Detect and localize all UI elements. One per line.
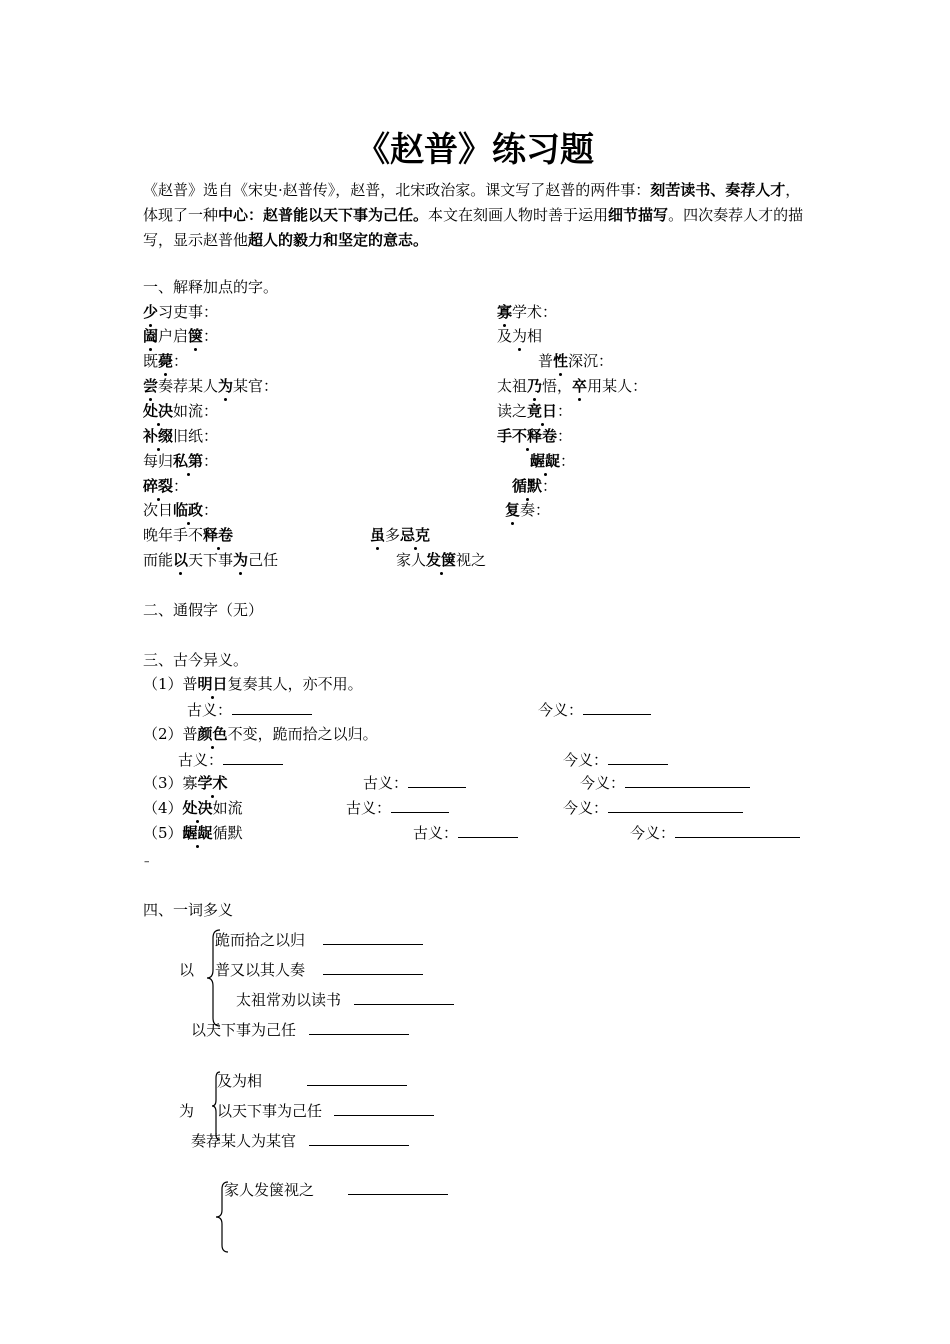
answer-blank[interactable] bbox=[232, 700, 312, 715]
modern-meaning: 今义： bbox=[580, 773, 750, 793]
vocab-item: 次日临政： bbox=[143, 501, 219, 519]
answer-blank[interactable] bbox=[334, 1101, 434, 1116]
vocab-item: 虽多忌克 bbox=[370, 526, 431, 544]
sentence-item: 奏荐某人为某官 bbox=[191, 1131, 409, 1151]
sentence-item: 普又以其人奏 bbox=[215, 960, 423, 980]
stray-mark: – bbox=[144, 855, 150, 868]
vocab-item: 复奏： bbox=[505, 501, 551, 519]
question-4: （4）处决如流 bbox=[143, 799, 243, 817]
intro-text-1: 《赵普》选自《宋史·赵普传》，赵普，北宋政治家。课文写了赵普的两件事： bbox=[143, 181, 651, 199]
answer-blank[interactable] bbox=[309, 1020, 409, 1035]
ancient-meaning: 古义： bbox=[187, 700, 312, 720]
page-title: 《赵普》练习题 bbox=[356, 130, 594, 170]
intro-bold-3: 细节描写 bbox=[608, 206, 669, 224]
answer-blank[interactable] bbox=[323, 930, 423, 945]
vocab-item: 太祖乃悟，卒用某人： bbox=[497, 377, 648, 395]
answer-blank[interactable] bbox=[583, 700, 651, 715]
question-5: （5）龌龊循默 bbox=[143, 824, 243, 842]
vocab-item: 普性深沉： bbox=[538, 352, 614, 370]
intro-bold-1: 刻苦读书、奏荐人才 bbox=[650, 181, 786, 199]
section2-heading: 二、通假字（无） bbox=[143, 601, 264, 619]
vocab-item: 既薨： bbox=[143, 352, 189, 370]
vocab-item: 而能以天下事为己任 bbox=[143, 551, 279, 569]
ancient-meaning: 古义： bbox=[363, 773, 466, 793]
modern-meaning: 今义： bbox=[630, 823, 800, 843]
answer-blank[interactable] bbox=[348, 1180, 448, 1195]
sentence-item: 以天下事为己任 bbox=[191, 1020, 409, 1040]
ancient-meaning: 古义： bbox=[413, 823, 518, 843]
sentence-item: 及为相 bbox=[217, 1071, 407, 1091]
intro-bold-4: 超人的毅力和坚定的意志。 bbox=[248, 231, 429, 249]
vocab-item: 手不释卷： bbox=[497, 427, 573, 445]
answer-blank[interactable] bbox=[391, 798, 449, 813]
intro-paragraph bbox=[143, 178, 813, 253]
intro-text-4: 。四次奏荐人才的描写，显示赵普他 bbox=[143, 206, 804, 249]
polysemy-char: 以 bbox=[179, 961, 195, 979]
answer-blank[interactable] bbox=[408, 773, 466, 788]
intro-bold-2: 中心：赵普能以天下事为己任。 bbox=[218, 206, 429, 224]
sentence-item: 太祖常劝以读书 bbox=[236, 990, 454, 1010]
answer-blank[interactable] bbox=[307, 1071, 407, 1086]
answer-blank[interactable] bbox=[309, 1131, 409, 1146]
modern-meaning: 今义： bbox=[563, 798, 743, 818]
vocab-item: 每归私第： bbox=[143, 452, 219, 470]
sentence-item: 以天下事为己任 bbox=[217, 1101, 434, 1121]
question-1: （1）普明日复奏其人，亦不用。 bbox=[143, 675, 363, 693]
vocab-item: 及为相 bbox=[497, 327, 543, 345]
vocab-item: 寡学术： bbox=[497, 303, 558, 321]
polysemy-char: 为 bbox=[179, 1102, 195, 1120]
vocab-item: 晚年手不释卷 bbox=[143, 526, 234, 544]
answer-blank[interactable] bbox=[323, 960, 423, 975]
section4-heading: 四、一词多义 bbox=[143, 901, 234, 919]
vocab-item: 处决如流： bbox=[143, 402, 219, 420]
intro-text-3: 本文在刻画人物时善于运用 bbox=[428, 206, 609, 224]
answer-blank[interactable] bbox=[354, 990, 454, 1005]
vocab-item: 龌龊： bbox=[530, 452, 576, 470]
intro-text-2: ，体现了一种 bbox=[143, 181, 801, 224]
answer-blank[interactable] bbox=[223, 750, 283, 765]
vocab-item: 阖户启箧： bbox=[143, 327, 219, 345]
question-3: （3）寡学术 bbox=[143, 774, 228, 792]
answer-blank[interactable] bbox=[458, 823, 518, 838]
answer-blank[interactable] bbox=[608, 750, 668, 765]
answer-blank[interactable] bbox=[625, 773, 750, 788]
question-2: （2）普颜色不变，跪而拾之以归。 bbox=[143, 725, 378, 743]
vocab-item: 少习吏事： bbox=[143, 303, 219, 321]
sentence-item: 跪而拾之以归 bbox=[215, 930, 423, 950]
answer-blank[interactable] bbox=[608, 798, 743, 813]
section1-heading: 一、解释加点的字。 bbox=[143, 278, 279, 296]
modern-meaning: 今义： bbox=[563, 750, 668, 770]
vocab-item: 循默： bbox=[512, 477, 558, 495]
section3-heading: 三、古今异义。 bbox=[143, 651, 249, 669]
sentence-item: 家人发箧视之 bbox=[224, 1180, 448, 1200]
vocab-item: 家人发箧视之 bbox=[396, 551, 487, 569]
vocab-item: 读之竟日： bbox=[497, 402, 573, 420]
vocab-item: 尝奏荐某人为某官： bbox=[143, 377, 279, 395]
vocab-item: 补缀旧纸： bbox=[143, 427, 219, 445]
ancient-meaning: 古义： bbox=[346, 798, 449, 818]
vocab-item: 碎裂： bbox=[143, 477, 189, 495]
modern-meaning: 今义： bbox=[538, 700, 651, 720]
ancient-meaning: 古义： bbox=[178, 750, 283, 770]
answer-blank[interactable] bbox=[675, 823, 800, 838]
